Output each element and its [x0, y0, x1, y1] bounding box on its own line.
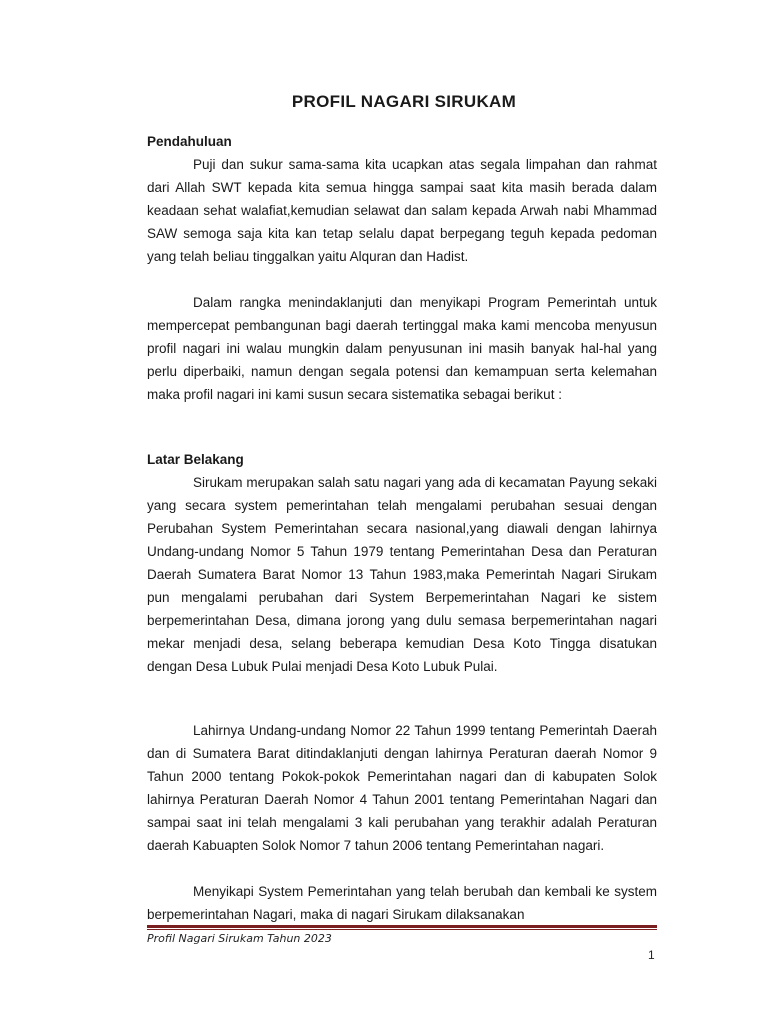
paragraph: Puji dan sukur sama-sama kita ucapkan atas segala limpahan dan rahmat dari Allah SWT kepada kita semua hingga sampai saat kita masih berada dalam keadaan sehat walafiat,kemudian selawat dan salam kepada Arwah nabi Mhammad SAW semoga saja kita kan tetap selalu dapat berpegang teguh kepada pedoman yang telah beliau tinggalkan yaitu Alquran dan Hadist.	[147, 157, 657, 264]
paragraph: Dalam rangka menindaklanjuti dan menyikapi Program Pemerintah untuk mempercepat pembangunan bagi daerah tertinggal maka kami mencoba menyusun profil nagari ini walau mungkin dalam penyusunan ini masih banyak hal-hal yang perlu diperbaiki, namun dengan segala potensi dan kemampuan serta kelemahan maka profil nagari ini kami susun secara sistematika sebagai berikut :	[147, 295, 657, 402]
section-heading-latar-belakang: Latar Belakang	[147, 452, 244, 467]
footer-divider	[147, 925, 657, 928]
footer-divider-thin	[147, 929, 657, 930]
footer-text: Profil Nagari Sirukam Tahun 2023	[147, 932, 332, 945]
page-title: PROFIL NAGARI SIRUKAM	[291, 92, 517, 111]
page-number: 1	[648, 948, 655, 962]
paragraph: Sirukam merupakan salah satu nagari yang ada di kecamatan Payung sekaki yang secara system pemerintahan telah mengalami perubahan sesuai dengan Perubahan System Pemerintahan secara nasional,yang diawali dengan lahirnya Undang-undang Nomor 5 Tahun 1979 tentang Pemerintahan Desa dan Peraturan Daerah Sumatera Barat Nomor 13 Tahun 1983,maka Pemerintah Nagari Sirukam pun mengalami perubahan dari System Berpemerintahan Nagari ke sistem berpemerintahan Desa, dimana jorong yang dulu semasa berpemerintahan nagari mekar menjadi desa, selang beberapa kemudian Desa Koto Tingga disatukan dengan Desa Lubuk Pulai menjadi Desa Koto Lubuk Pulai.	[147, 475, 657, 674]
paragraph: Menyikapi System Pemerintahan yang telah berubah dan kembali ke system berpemerintahan Nagari, maka di nagari Sirukam dilaksanakan	[147, 884, 657, 922]
paragraph: Lahirnya Undang-undang Nomor 22 Tahun 1999 tentang Pemerintah Daerah dan di Sumatera Barat ditindaklanjuti dengan lahirnya Peraturan daerah Nomor 9 Tahun 2000 tentang Pokok-pokok Pemerintahan nagari dan di kabupaten Solok lahirnya Peraturan Daerah Nomor 4 Tahun 2001 tentang Pemerintahan Nagari dan sampai saat ini telah mengalami 3 kali perubahan yang terakhir adalah Peraturan daerah Kabuapten Solok Nomor 7 tahun 2006 tentang Pemerintahan nagari.	[147, 723, 657, 853]
section-heading-pendahuluan: Pendahuluan	[147, 134, 232, 149]
